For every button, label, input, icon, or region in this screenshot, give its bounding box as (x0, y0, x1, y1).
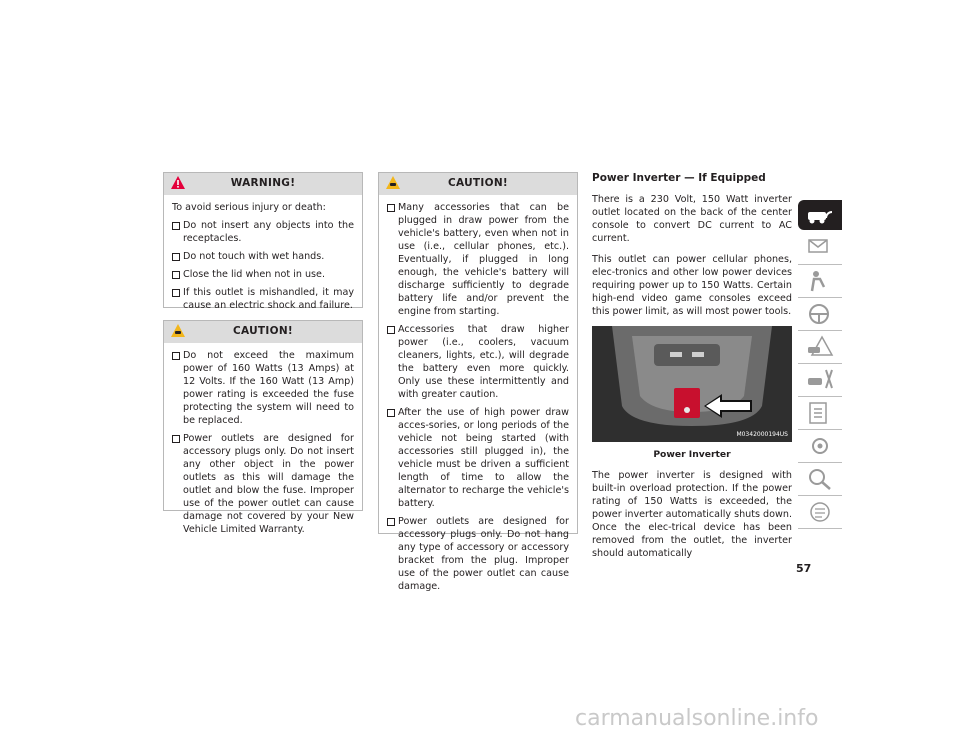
list-item: Do not exceed the maximum power of 160 Watts (13 Amps) at 12 Volts. If the 160 Watt (13 Amp) power rating is exceeded the fuse protecting the system will need to be replaced. (172, 349, 354, 427)
car-settings-icon (806, 434, 834, 458)
caution-header (379, 173, 577, 195)
list-item: Accessories that draw higher power (i.e., coolers, vacuum cleaners, lights, etc.), will degrade the battery even more quickly. Only use these intermittently and with greater caution. (387, 323, 569, 401)
console-illustration (592, 326, 792, 442)
caution-box-middle (378, 172, 578, 592)
watermark: carmanualsonline.info (575, 706, 819, 731)
tab-section-4[interactable] (798, 298, 842, 331)
checklist-icon (806, 401, 834, 425)
power-inverter-section (592, 172, 792, 568)
paragraph: This outlet can power cellular phones, elec-tronics and other low power devices requiring power up to 150 Watts. Certain high-end video game consoles exceed this power limit, as will most power tools. (592, 254, 792, 317)
tab-section-7[interactable] (798, 397, 842, 430)
caution-header (164, 321, 362, 343)
tab-section-8[interactable] (798, 430, 842, 463)
warning-title: WARNING! (230, 177, 296, 189)
magnifier-icon (806, 467, 834, 491)
car-tools-icon (806, 368, 834, 392)
car-warning-icon (806, 335, 834, 359)
tab-section-5[interactable] (798, 331, 842, 364)
steering-wheel-icon (806, 302, 834, 326)
tab-section-10[interactable] (798, 496, 842, 529)
list-item: Power outlets are designed for accessory plugs only. Do not hang any type of accessory or accessory bracket from the plug. Improper use of the power outlet can cause damage. (387, 515, 569, 593)
warning-list (172, 219, 354, 312)
list-item: Close the lid when not in use. (172, 268, 354, 281)
seat-person-icon (806, 269, 834, 293)
tab-getting-to-know-your-vehicle[interactable] (798, 200, 842, 230)
image-code: M0342000194US (734, 428, 790, 441)
image-caption: Power Inverter (653, 449, 731, 460)
section-heading: Power Inverter — If Equipped (592, 172, 766, 184)
tab-section-9[interactable] (798, 463, 842, 496)
list-item: Do not insert any objects into the receptacles. (172, 219, 354, 245)
paragraph: There is a 230 Volt, 150 Watt inverter outlet located on the back of the center console to convert DC current to AC current. (592, 194, 792, 244)
caution-list (172, 349, 354, 536)
envelope-wrench-icon (806, 236, 834, 260)
caution-box-left (163, 320, 363, 535)
list-item: If this outlet is mishandled, it may cause an electric shock and failure. (172, 286, 354, 312)
multilingual-icon (806, 500, 834, 524)
power-inverter-photo (592, 326, 792, 442)
warning-intro: To avoid serious injury or death: (172, 202, 326, 213)
list-item: After the use of high power draw acces-sories, or long periods of the vehicle not being started (with accessories still plugged in), the vehicle must be driven a sufficient length of time to allow the alternator to recharge the vehicle's battery. (387, 406, 569, 510)
warning-header (164, 173, 362, 195)
caution-title: CAUTION! (447, 177, 508, 189)
list-item: Many accessories that can be plugged in draw power from the vehicle's battery, even when not in use (i.e., cellular phones, etc.). Eventually, if plugged in long enough, the vehicle's battery will discharge sufficiently to degrade battery life and/or prevent the engine from starting. (387, 201, 569, 318)
tab-section-6[interactable] (798, 364, 842, 397)
list-item: Power outlets are designed for accessory plugs only. Do not insert any other object in the power outlets as this will damage the outlet and blow the fuse. Improper use of the power outlet can cause damage not covered by your New Vehicle Limited Warranty. (172, 432, 354, 536)
paragraph: The power inverter is designed with built-in overload protection. If the power rating of 150 Watts is exceeded, the power inverter automatically shuts down. Once the elec-trical device has been removed from the outlet, the inverter should automatically (592, 470, 792, 559)
tab-section-3[interactable] (798, 265, 842, 298)
caution-title: CAUTION! (232, 325, 293, 337)
caution-list (387, 201, 569, 593)
chapter-tabs (798, 200, 842, 529)
warning-box (163, 172, 363, 311)
page-number: 57 (796, 562, 812, 575)
list-item: Do not touch with wet hands. (172, 250, 354, 263)
tab-section-2[interactable] (798, 232, 842, 265)
car-gauge-icon (806, 204, 834, 226)
